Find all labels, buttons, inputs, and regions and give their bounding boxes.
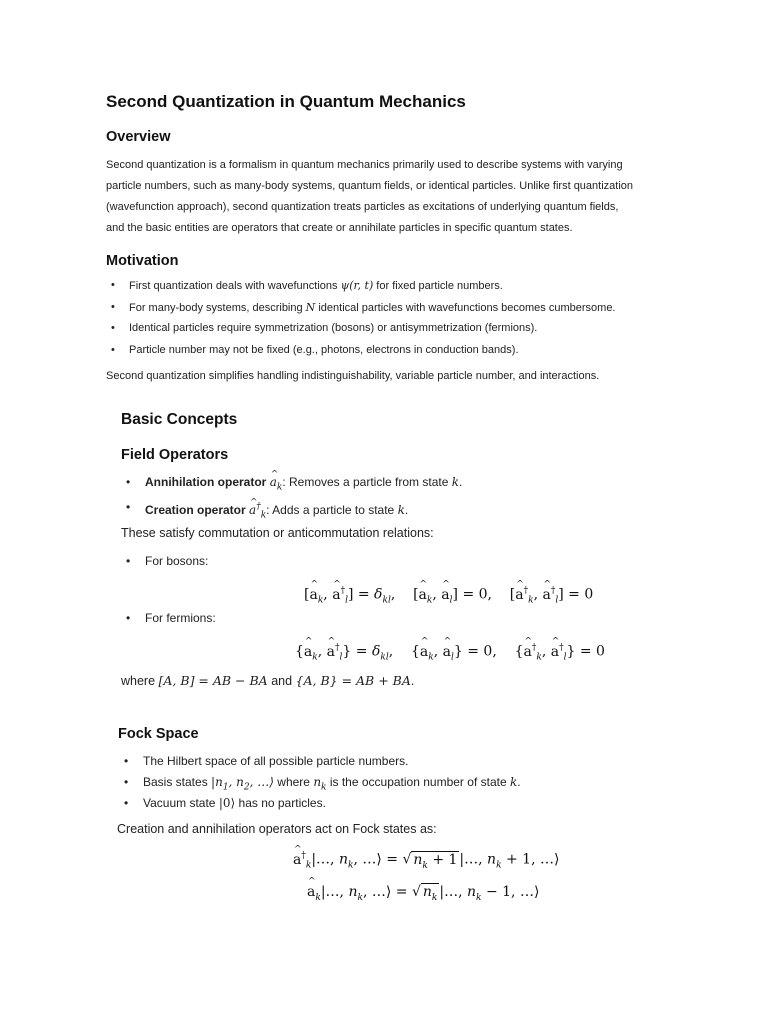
fermions-item-list (121, 609, 216, 627)
operator-list (121, 471, 462, 520)
overview-heading: Overview (106, 129, 171, 145)
overview-paragraph (106, 155, 666, 239)
overview-line: (wavefunction approach), second quantization treats particles as excitations of underlying quantum fields, (106, 201, 619, 213)
fock-action-intro: Creation and annihilation operators act on Fock states as: (117, 822, 437, 836)
list-item: • For bosons: (145, 552, 208, 570)
annihilation-action-equation: a $\^{}_k|\dots$, $n_k$, …⟩ = √ $n_k$ |…, $n_k - 1$, …⟩ (307, 884, 539, 903)
commutator-definition: where [A, B] = AB − BA and {A, B} = AB + BA. (121, 673, 415, 688)
list-item: • Particle number may not be fixed (e.g., photons, electrons in conduction bands). (129, 340, 616, 362)
boson-commutation-equation: [a $\^{}_k$, a $\^{}^\dagger_l] = \delta_{kl}$, [a $\^{}_k$, a $\^{}_l] = 0$, [a $\^{}^\dagger_k$, a $\^{}^\dagger_l] = 0$ (304, 586, 593, 605)
overview-line: and the basic entities are operators that create or annihilate particles in specific quantum states. (106, 222, 573, 234)
list-item: • First quantization deals with wavefunctions ψ(r, t) for fixed particle numbers. (129, 275, 616, 297)
list-item: • For fermions: (145, 609, 216, 627)
relations-intro: These satisfy commutation or anticommutation relations: (121, 526, 434, 540)
list-item: • The Hilbert space of all possible particle numbers. (143, 750, 521, 772)
bosons-item-list (121, 552, 208, 570)
motivation-heading: Motivation (106, 253, 179, 269)
field-operators-heading: Field Operators (121, 447, 229, 463)
fock-space-heading: Fock Space (118, 726, 199, 742)
overview-line: particle numbers, such as many-body systems, quantum fields, or identical particles. Unlike first quantization (106, 180, 634, 192)
motivation-summary: Second quantization simplifies handling indistinguishability, variable particle number, and interactions. (106, 370, 600, 382)
list-item: • Identical particles require symmetrization (bosons) or antisymmetrization (fermions). (129, 318, 616, 340)
overview-line: Second quantization is a formalism in quantum mechanics primarily used to describe systems with varying (106, 159, 623, 171)
list-item: • Vacuum state |0⟩ has no particles. (143, 793, 521, 814)
list-item: • Basis states $|n_1$, $n_2$, …⟩ where $n_k$ is the occupation number of state k. (143, 772, 521, 793)
list-item: • Creation operator a $\^{}^\dagger_k$: Adds a particle to state k. (145, 494, 462, 520)
creation-action-equation: a $\^{}^\dagger_k|\dots$, $n_k$, …⟩ = √ $n_k + 1$ |…, $n_k + 1$, …⟩ (293, 851, 559, 870)
list-item: • For many-body systems, describing N identical particles with wavefunctions becomes cumbersome. (129, 297, 616, 319)
list-item: • Annihilation operator a $\^{}_k$: Removes a particle from state k. (145, 471, 462, 494)
page-title: Second Quantization in Quantum Mechanics (106, 92, 466, 111)
fermion-anticommutation-equation: {a $\^{}_k$, a $\^{}^\dagger_l\} = \delta_{kl}$, {a $\^{}_k$, a $\^{}_l\} = 0$, {a $\^{}^\dagger_k$, a $\^{}^\dagger_l\} = 0$ (295, 643, 605, 662)
motivation-list (106, 275, 616, 361)
fock-list (119, 750, 521, 814)
basic-concepts-heading: Basic Concepts (121, 411, 238, 428)
